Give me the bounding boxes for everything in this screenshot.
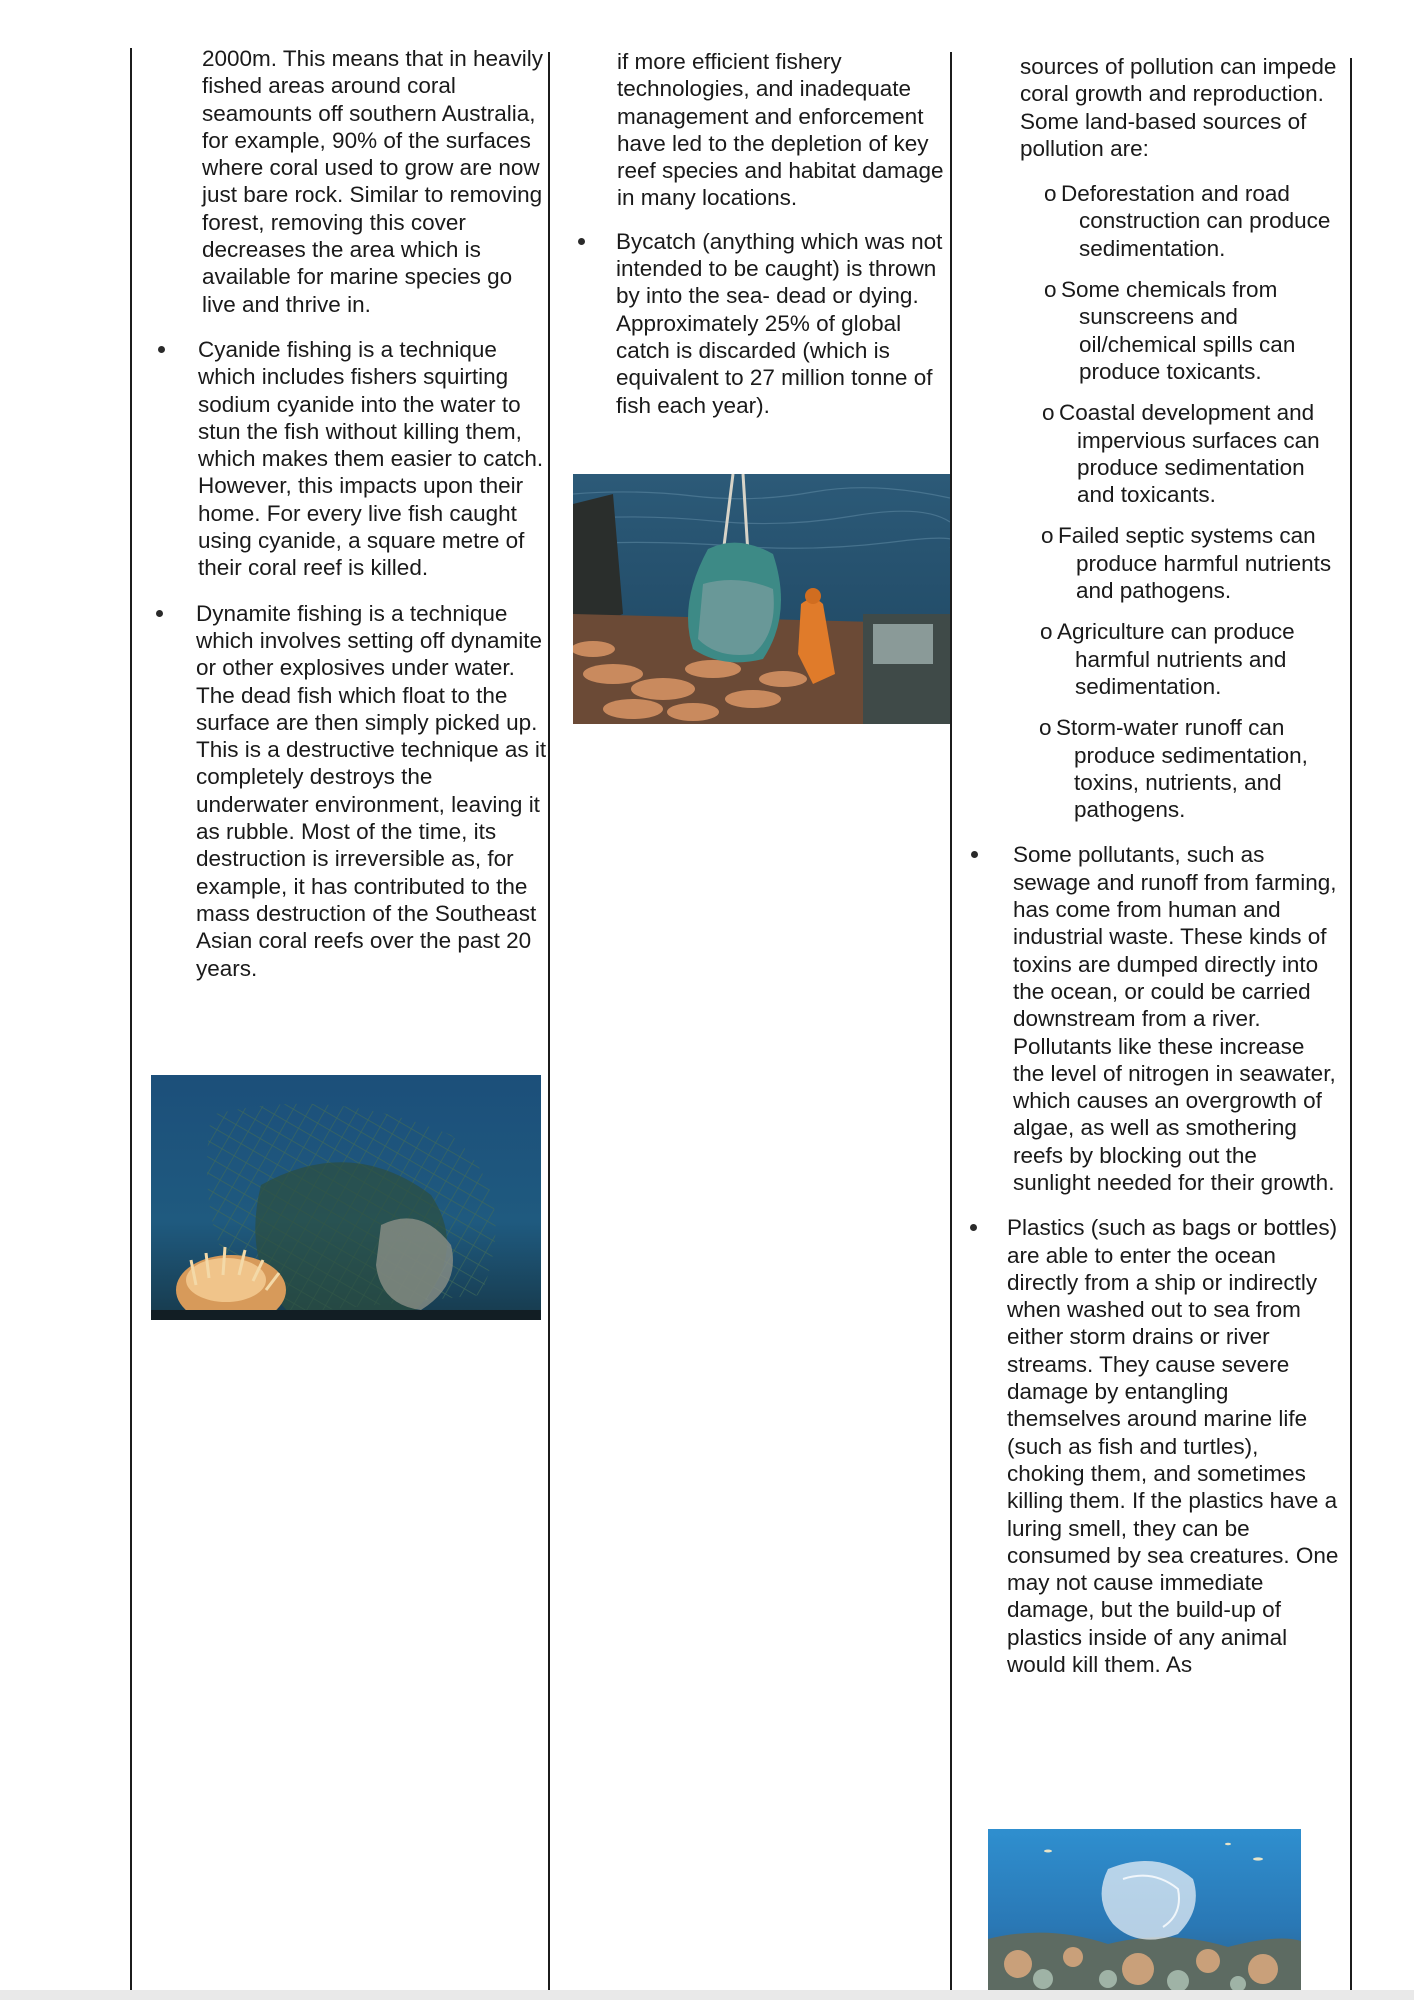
circle-bullet-icon: o (1042, 400, 1055, 426)
col3-subitem-agriculture (968, 618, 1340, 700)
col3-subitem-septic-text: Failed septic systems can produce harmful nutrients and pathogens. (1058, 523, 1332, 604)
col2-intro (578, 48, 950, 212)
col1-intro-text: 2000m. This means that in heavily fished areas around coral seamounts off southern Australia, for example, 90% of the surfaces where coral used to grow are now just bare rock. Similar to removing forest, removing this cover decreases the area which is available for marine species go live and thrive in. (202, 46, 544, 317)
col3-intro-text: sources of pollution can impede coral growth and reproduction. Some land-based sources of pollution are: (1020, 54, 1337, 161)
column-rule-left (130, 48, 132, 1990)
col3-subitem-agriculture-text: Agriculture can produce harmful nutrients and sedimentation. (1057, 619, 1295, 699)
col3-bullet-pollutants-text: Some pollutants, such as sewage and runoff from farming, has come from human and industrial waste. These kinds of toxins are dumped directly into the ocean, or could be carried downstream from a river. Pollutants like these increase the level of nitrogen in seawater, which causes an overgrowth of algae, as well as smothering reefs by blocking out the sunlight needed for their growth. (1013, 842, 1337, 1195)
col3-subitem-stormwater-text: Storm-water runoff can produce sedimentation, toxins, nutrients, and pathogens. (1056, 715, 1308, 823)
col3-subitem-chemicals-text: Some chemicals from sunscreens and oil/chemical spills can produce toxicants. (1061, 277, 1296, 384)
photo-net-on-coral-reef (151, 1075, 541, 1320)
page-bottom-edge (0, 1990, 1414, 2000)
column-rule-mid-right (950, 52, 952, 1992)
bullet-icon (156, 610, 163, 617)
col1-bullet-dynamite-text: Dynamite fishing is a technique which involves setting off dynamite or other explosives under water. The dead fish which float to the surface are then simply picked up. This is a destructive technique as it completely destroys the underwater environment, leaving it as rubble. Most of the time, its destruction is irreversible as, for example, it has contributed to the mass destruction of the Southeast Asian coral reefs over the past 20 years. (196, 600, 547, 981)
col3-bullet-plastics-text: Plastics (such as bags or bottles) are able to enter the ocean directly from a ship or indirectly when washed out to sea from either storm drains or river streams. They cause severe damage by entangling themselves around marine life (such as fish and turtles), choking them, and sometimes killing them. If the plastics have a luring smell, they can be consumed by sea creatures. One may not cause immediate damage, but the build-up of plastics inside of any animal would kill them. As (1007, 1215, 1339, 1678)
col3-subitem-septic (968, 522, 1340, 604)
col3-bullet-pollutants (968, 841, 1340, 1196)
col2-bullet-bycatch-text: Bycatch (anything which was not intended to be caught) is thrown by into the sea- dead or dying. Approximately 25% of global catch is discarded (which is equivalent to 27 million tonne of fish each year). (616, 228, 943, 418)
circle-bullet-icon: o (1044, 277, 1057, 303)
trawler-image (573, 474, 950, 724)
col2-bullet-bycatch (578, 228, 950, 419)
circle-bullet-icon: o (1041, 523, 1054, 549)
col2-intro-text: if more efficient fishery technologies, and inadequate management and enforcement have led to the depletion of key reef species and habitat damage in many locations. (617, 49, 944, 211)
col3-subitem-stormwater (968, 714, 1340, 823)
net-reef-image (151, 1075, 541, 1320)
col3-subitem-deforestation-text: Deforestation and road construction can produce sedimentation. (1061, 181, 1331, 261)
column-2 (578, 48, 950, 434)
col1-bullet-dynamite (150, 600, 550, 982)
bullet-icon (971, 851, 978, 858)
photo-trawler-bycatch (573, 474, 950, 724)
circle-bullet-icon: o (1039, 715, 1052, 741)
col1-bullet-cyanide-text: Cyanide fishing is a technique which includes fishers squirting sodium cyanide into the water to stun the fish without killing them, which makes them easier to catch. However, this impacts upon their home. For every live fish caught using cyanide, a square metre of their coral reef is killed. (198, 336, 544, 581)
column-rule-right (1350, 58, 1352, 1990)
column-1 (150, 45, 550, 997)
col3-intro (968, 53, 1340, 162)
photo-plastic-bag-reef (988, 1829, 1301, 1990)
column-3 (968, 53, 1340, 1693)
col1-bullet-cyanide (150, 336, 550, 582)
bullet-icon (578, 238, 585, 245)
col3-subitem-chemicals (968, 276, 1340, 385)
col3-subitem-coastal (968, 399, 1340, 508)
circle-bullet-icon: o (1044, 181, 1057, 207)
bullet-icon (970, 1224, 977, 1231)
col3-subitem-deforestation (968, 180, 1340, 262)
plastic-bag-image (988, 1829, 1301, 1990)
col3-bullet-plastics (968, 1214, 1340, 1678)
col1-intro (150, 45, 550, 318)
circle-bullet-icon: o (1040, 619, 1053, 645)
bullet-icon (158, 346, 165, 353)
col3-subitem-coastal-text: Coastal development and impervious surfaces can produce sedimentation and toxicants. (1059, 400, 1320, 508)
